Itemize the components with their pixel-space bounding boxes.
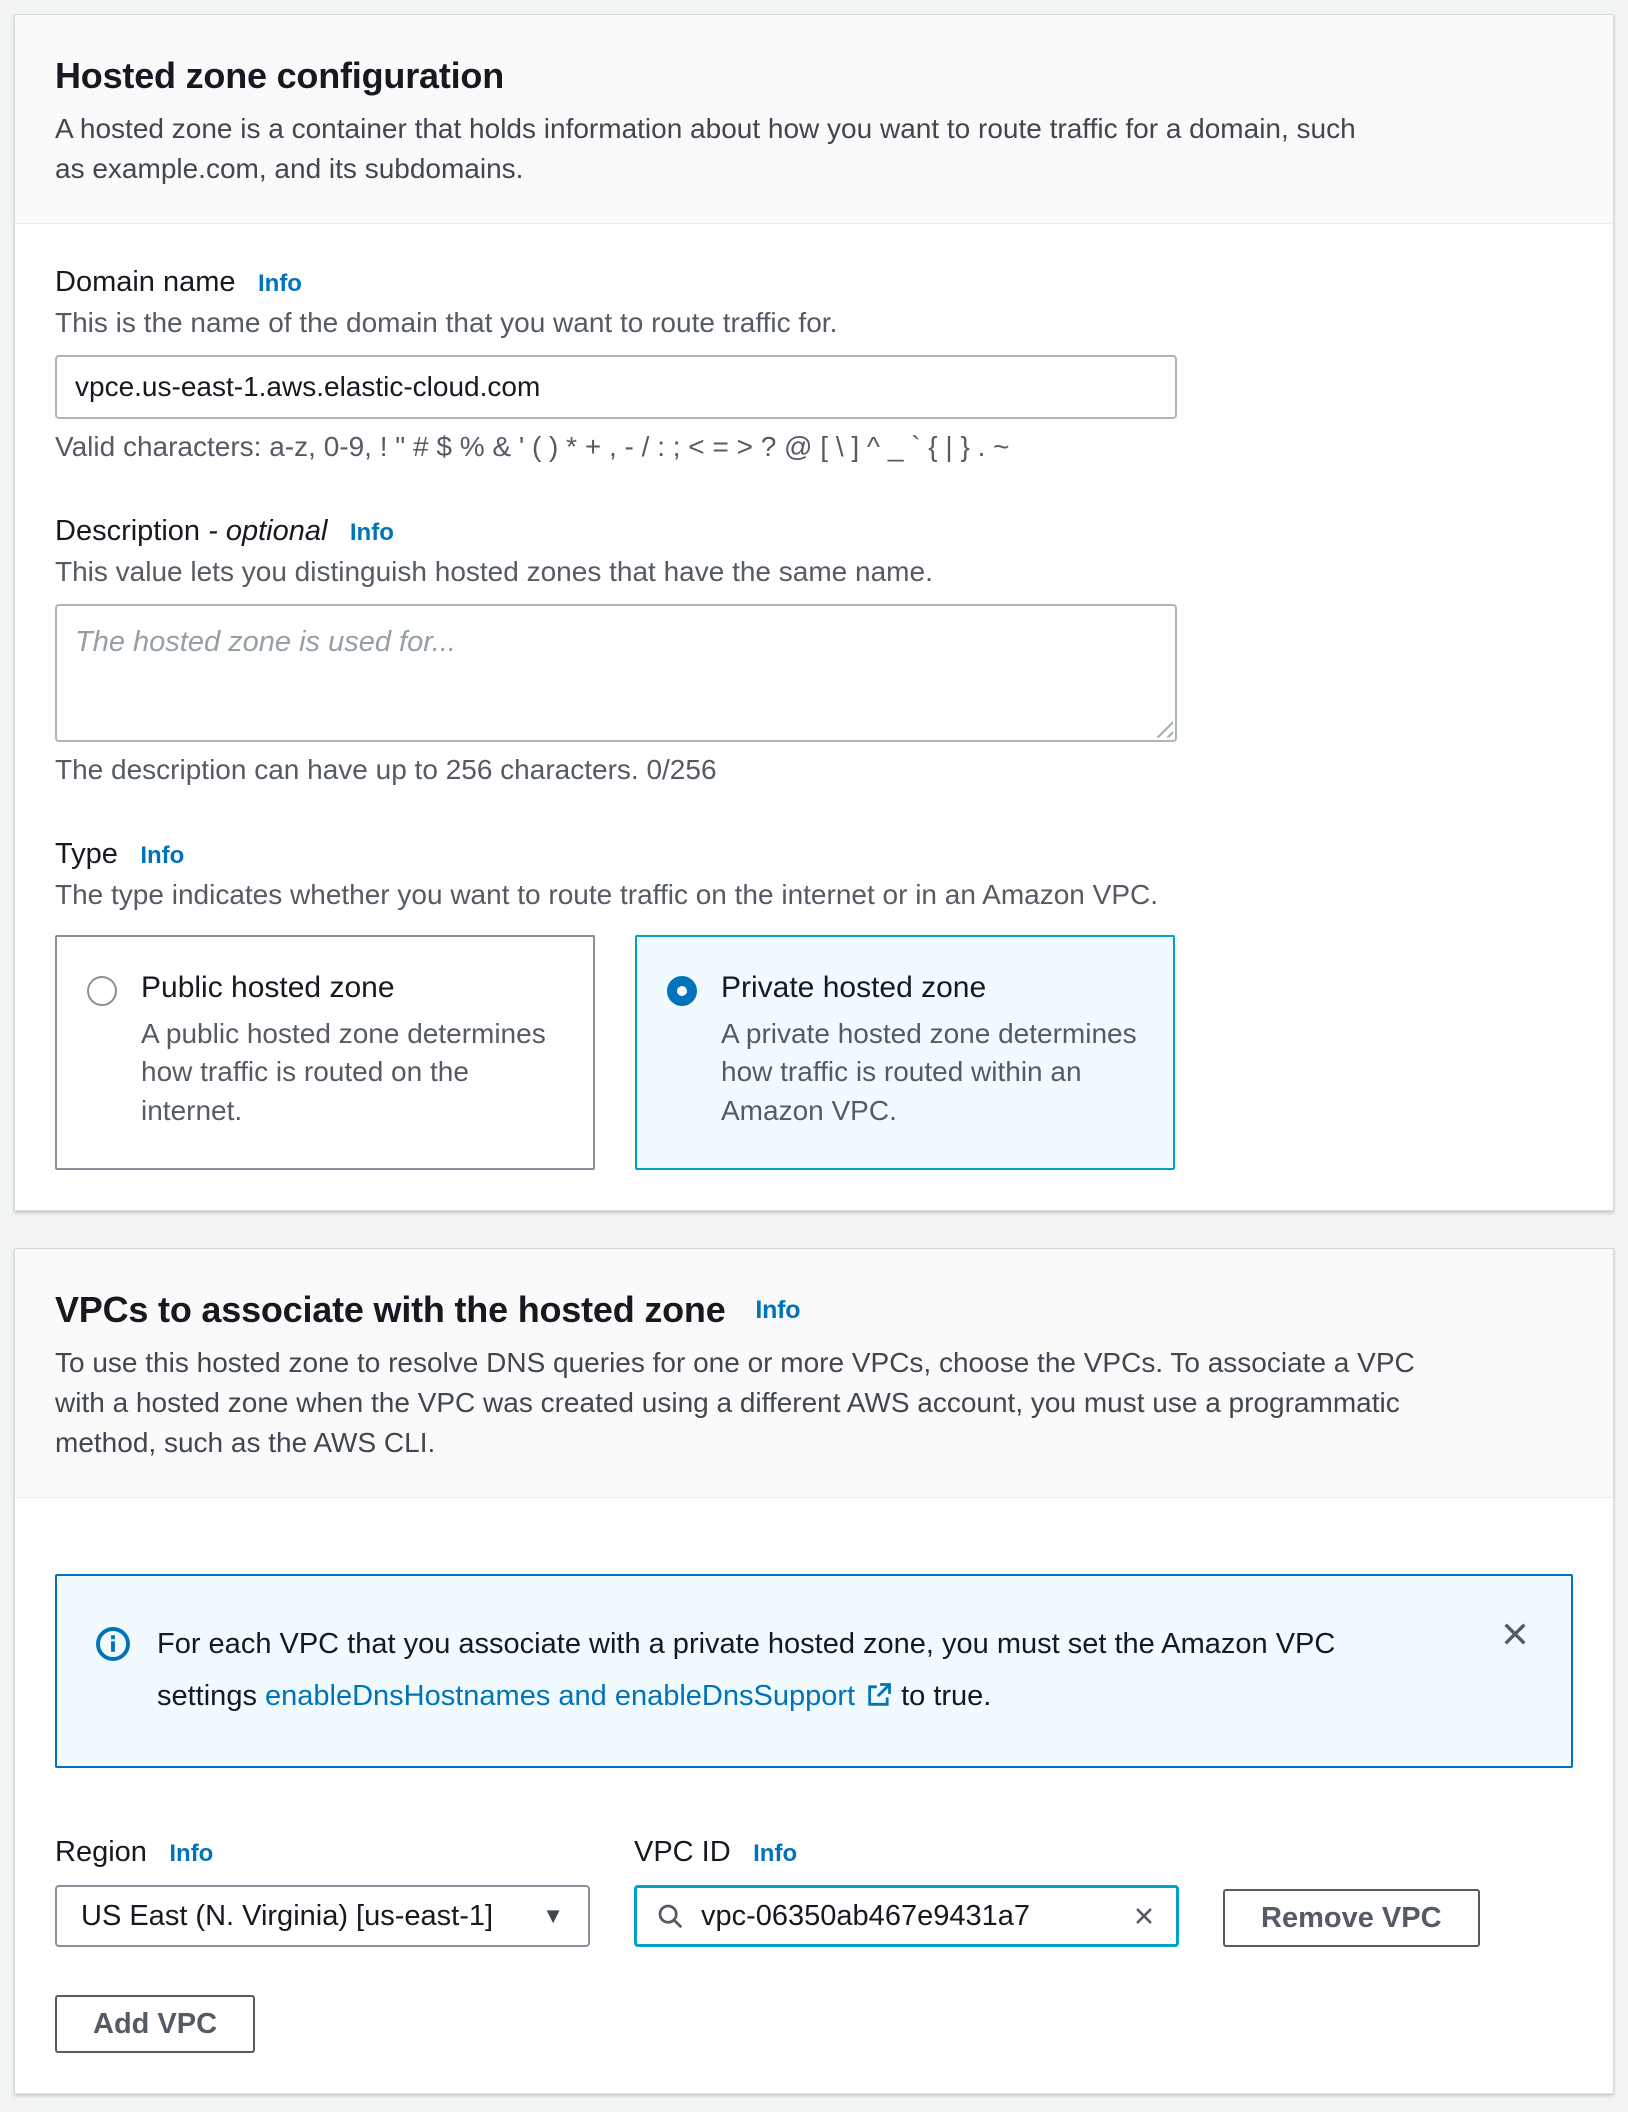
chevron-down-icon: ▼	[542, 1903, 564, 1928]
domain-name-field	[55, 266, 1573, 463]
description-field-description: This value lets you distinguish hosted zones that have the same name.	[55, 555, 933, 587]
public-hosted-zone-tile[interactable]	[55, 935, 595, 1171]
description-character-count: The description can have up to 256 characters. 0/256	[55, 753, 717, 785]
domain-name-valid-characters: Valid characters: a-z, 0-9, ! " # $ % & ' ( ) * + , - / : ; < = > ? @ [ \ ] ^ _ ` { | } . ~	[55, 430, 1010, 462]
type-label-row	[55, 838, 1573, 871]
public-hosted-zone-radio[interactable]	[87, 976, 117, 1006]
description-label	[55, 515, 327, 547]
type-description: The type indicates whether you want to route traffic on the internet or in an Amazon VPC.	[55, 878, 1158, 910]
vpc-card-title-text: VPCs to associate with the hosted zone	[55, 1289, 726, 1331]
vpc-id-input[interactable]	[699, 1899, 1116, 1934]
hosted-zone-card-body	[15, 224, 1613, 1211]
vpc-settings-info-banner	[55, 1574, 1573, 1768]
public-hosted-zone-title: Public hosted zone	[141, 970, 395, 1004]
type-info-link[interactable]: Info	[140, 841, 185, 869]
description-field	[55, 515, 1573, 786]
description-optional-text: - optional	[208, 514, 328, 547]
region-selected-value: US East (N. Virginia) [us-east-1]	[81, 1899, 494, 1932]
vpc-id-search-box	[634, 1885, 1179, 1947]
region-label-row	[55, 1836, 590, 1869]
type-label: Type	[55, 837, 118, 870]
private-hosted-zone-description: A private hosted zone determines how traffic is routed within an Amazon VPC.	[721, 1017, 1137, 1126]
type-options	[55, 935, 1573, 1171]
region-select[interactable]	[55, 1885, 590, 1947]
private-hosted-zone-tile[interactable]	[635, 935, 1175, 1171]
region-info-link[interactable]: Info	[169, 1840, 214, 1867]
domain-name-info-link[interactable]: Info	[257, 269, 302, 297]
private-tile-content	[721, 971, 1143, 1131]
banner-text-before-link: For each VPC that you associate with a private hosted zone, you must set the Amazon VPC settings	[157, 1627, 1336, 1712]
clear-x-icon	[1130, 1902, 1158, 1930]
description-info-link[interactable]: Info	[349, 518, 394, 546]
info-circle-icon	[95, 1626, 131, 1722]
domain-name-input[interactable]	[55, 355, 1177, 419]
domain-name-description: This is the name of the domain that you want to route traffic for.	[55, 306, 838, 338]
hosted-zone-card-description: A hosted zone is a container that holds information about how you want to route traffic for a domain, such as example.com, and its subdomains.	[55, 113, 1356, 184]
vpcs-to-associate-card	[14, 1248, 1614, 2094]
banner-close-button[interactable]	[1493, 1614, 1537, 1658]
enable-dns-link[interactable]	[265, 1680, 901, 1712]
domain-name-label: Domain name	[55, 265, 236, 298]
vpc-id-column	[634, 1836, 1179, 1947]
vpc-id-label: VPC ID	[634, 1836, 731, 1868]
vpc-id-label-row	[634, 1836, 1179, 1869]
region-label: Region	[55, 1836, 147, 1868]
vpc-card-description: To use this hosted zone to resolve DNS queries for one or more VPCs, choose the VPCs. To associate a VPC with a hosted zone when the VPC was created using a different AWS account, you must use a programmatic method, such as the AWS CLI.	[55, 1347, 1415, 1458]
external-link-icon	[865, 1681, 893, 1709]
enable-dns-link-text: enableDnsHostnames and enableDnsSupport	[265, 1679, 856, 1712]
domain-name-label-row	[55, 266, 1573, 299]
public-tile-content	[141, 971, 563, 1131]
description-label-text: Description	[55, 514, 201, 547]
remove-vpc-button[interactable]: Remove VPC	[1223, 1889, 1480, 1947]
banner-text-after-link: to true.	[901, 1679, 992, 1712]
vpc-card-body	[15, 1498, 1613, 2093]
banner-text	[157, 1618, 1407, 1722]
close-icon	[1499, 1618, 1531, 1650]
vpc-id-info-link[interactable]: Info	[753, 1840, 798, 1867]
vpc-association-row	[55, 1836, 1573, 1947]
remove-vpc-column	[1223, 1889, 1480, 1947]
hosted-zone-card-title: Hosted zone configuration	[55, 55, 504, 96]
vpc-id-clear-button[interactable]	[1130, 1902, 1158, 1930]
public-hosted-zone-description: A public hosted zone determines how traffic is routed on the internet.	[141, 1017, 546, 1126]
private-hosted-zone-radio[interactable]	[667, 976, 697, 1006]
vpc-card-header	[15, 1249, 1613, 1497]
region-column	[55, 1836, 590, 1947]
vpc-card-info-link[interactable]: Info	[755, 1296, 801, 1325]
type-field	[55, 838, 1573, 1171]
description-textarea-wrap	[55, 604, 1177, 742]
private-hosted-zone-title: Private hosted zone	[721, 970, 987, 1004]
hosted-zone-card-header	[15, 15, 1613, 224]
hosted-zone-configuration-card	[14, 14, 1614, 1211]
search-icon	[655, 1901, 685, 1931]
vpc-card-title	[55, 1289, 1573, 1331]
description-textarea[interactable]	[55, 604, 1177, 742]
add-vpc-button[interactable]: Add VPC	[55, 1995, 255, 2053]
description-label-row	[55, 515, 1573, 548]
